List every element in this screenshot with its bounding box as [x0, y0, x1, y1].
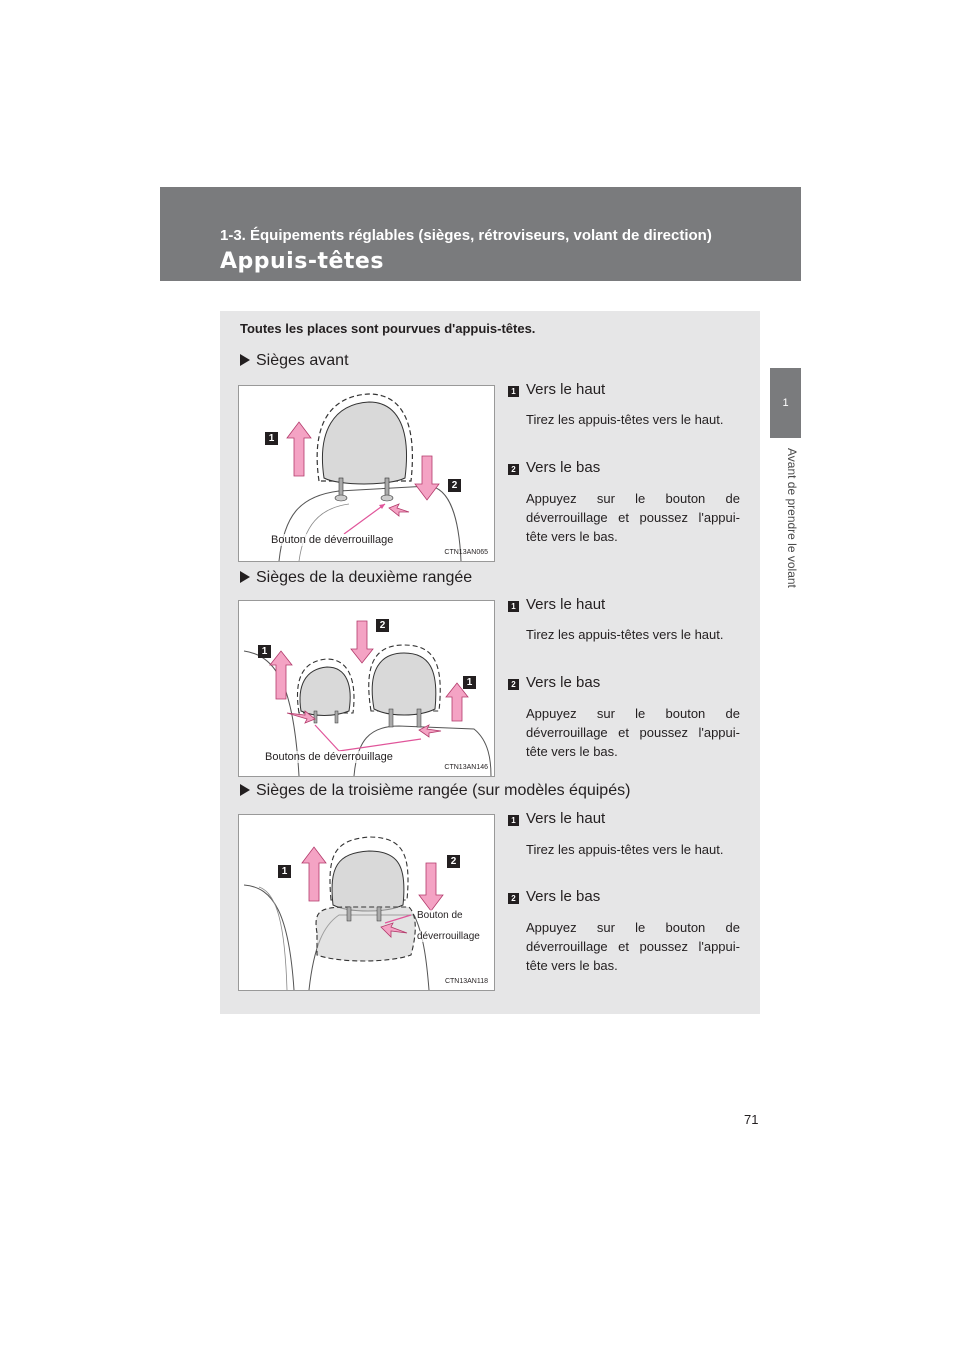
step-number-badge: 2	[508, 464, 519, 475]
up-arrow-icon	[302, 847, 326, 901]
up-arrow-icon	[270, 651, 292, 699]
step-number-badge: 1	[508, 386, 519, 397]
figure-label: Bouton de	[417, 910, 463, 921]
step-number-badge: 2	[508, 679, 519, 690]
up-arrow-icon	[287, 422, 311, 476]
figure-code: CTN13AN118	[444, 978, 488, 985]
page-title: Appuis-têtes	[220, 249, 384, 274]
third-row-headrest-illustration	[239, 815, 494, 990]
marker-1: 1	[265, 432, 278, 445]
step-description: Appuyez sur le bouton de déverrouillage et poussez l'appui-tête vers le bas.	[526, 920, 740, 973]
step-number-badge: 1	[508, 815, 519, 826]
section-heading-text: Sièges avant	[256, 352, 349, 369]
marker-2: 2	[447, 855, 460, 868]
step-title: Vers le bas	[526, 459, 601, 476]
figure-label: déverrouillage	[417, 931, 480, 942]
chapter-header	[160, 187, 801, 281]
second-row-headrest-illustration	[239, 601, 494, 776]
down-arrow-icon	[419, 863, 443, 911]
figure-label: Bouton de déverrouillage	[271, 534, 394, 546]
intro-text: Toutes les places sont pourvues d'appuis-têtes.	[240, 321, 536, 336]
triangle-bullet-icon	[240, 354, 250, 366]
section-heading-second-row	[240, 569, 472, 587]
marker-2: 2	[448, 479, 461, 492]
chapter-side-label: Avant de prendre le volant	[785, 448, 799, 588]
step-number-badge: 2	[508, 893, 519, 904]
step-number-badge: 1	[508, 601, 519, 612]
chapter-tab: 1	[770, 368, 801, 438]
figure-code: CTN13AN065	[444, 549, 488, 556]
figure-third-row-seats	[238, 814, 495, 991]
triangle-bullet-icon	[240, 571, 250, 583]
step-title: Vers le bas	[526, 888, 601, 905]
step-description: Tirez les appuis-têtes vers le haut.	[526, 627, 724, 642]
marker-1: 1	[258, 645, 271, 658]
figure-label: Boutons de déverrouillage	[265, 751, 393, 763]
section-heading-text: Sièges de la deuxième rangée	[256, 569, 473, 586]
figure-code: CTN13AN146	[444, 764, 488, 771]
step-title: Vers le haut	[526, 381, 606, 398]
step-description: Appuyez sur le bouton de déverrouillage et poussez l'appui-tête vers le bas.	[526, 491, 740, 544]
section-heading-front	[240, 352, 349, 370]
step-title: Vers le haut	[526, 810, 606, 827]
step-title: Vers le bas	[526, 674, 601, 691]
step-description: Tirez les appuis-têtes vers le haut.	[526, 412, 724, 427]
step-description: Appuyez sur le bouton de déverrouillage et poussez l'appui-tête vers le bas.	[526, 706, 740, 759]
figure-front-seats	[238, 385, 495, 562]
triangle-bullet-icon	[240, 784, 250, 796]
figure-second-row-seats	[238, 600, 495, 777]
section-heading-third-row	[240, 782, 630, 800]
section-subtitle: 1-3. Équipements réglables (sièges, rétroviseurs, volant de direction)	[220, 227, 712, 244]
marker-1: 1	[278, 865, 291, 878]
step-description: Tirez les appuis-têtes vers le haut.	[526, 842, 724, 857]
page-number: 71	[744, 1112, 759, 1127]
section-heading-text: Sièges de la troisième rangée (sur modèles équipés)	[256, 782, 631, 799]
down-arrow-icon	[415, 456, 439, 500]
marker-2: 2	[376, 619, 389, 632]
step-title: Vers le haut	[526, 596, 606, 613]
down-arrow-icon	[351, 621, 373, 663]
marker-1: 1	[463, 676, 476, 689]
